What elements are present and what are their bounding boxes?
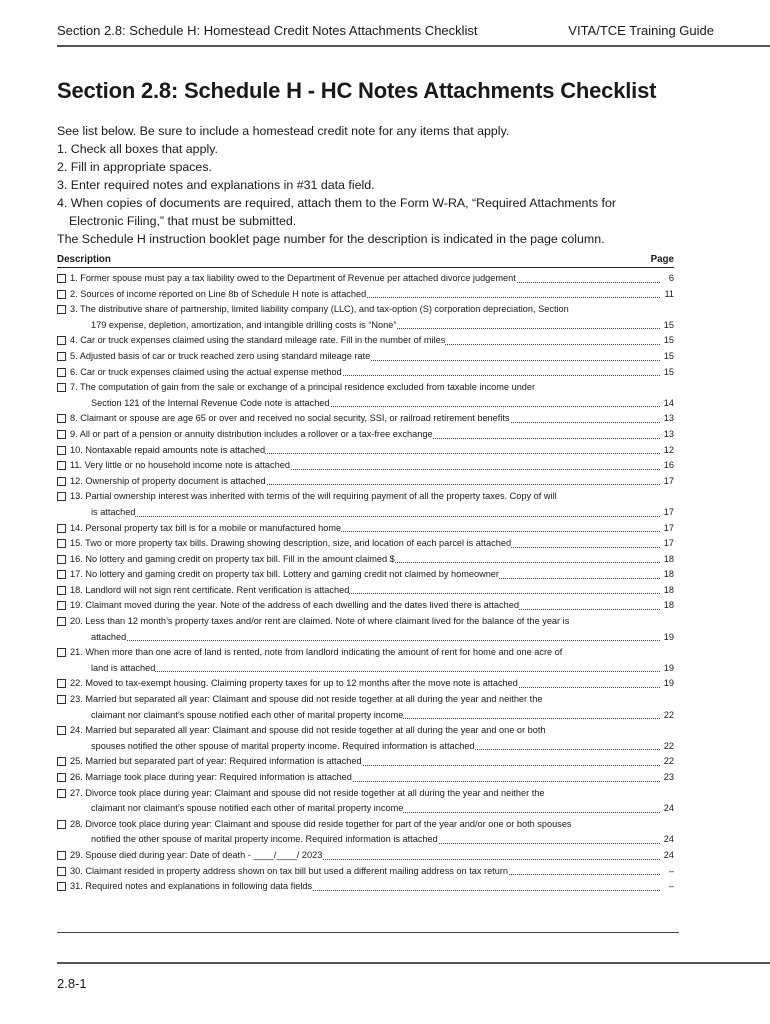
item-description: claimant nor claimant’s spouse notified each other of marital property income <box>57 803 403 813</box>
item-text-line <box>57 443 674 459</box>
dot-leader <box>57 640 660 641</box>
item-text-line <box>57 536 674 552</box>
item-description: Section 121 of the Internal Revenue Code note is attached <box>57 398 330 408</box>
checklist-item <box>57 349 674 365</box>
instruction-step-2: 2. Fill in appropriate spaces. <box>57 160 212 174</box>
checkbox[interactable] <box>57 352 66 361</box>
checkbox[interactable] <box>57 368 66 377</box>
checkbox[interactable] <box>57 773 66 782</box>
item-page-number: 14 <box>663 396 674 412</box>
checkbox[interactable] <box>57 679 66 688</box>
item-description: 17. No lottery and gaming credit on property tax bill. Lottery and gaming credit not claimed by homeowner <box>57 569 499 579</box>
description-column-label: Description <box>57 254 111 265</box>
item-description: 22. Moved to tax-exempt housing. Claiming property taxes for up to 12 months after the move note is attached <box>57 678 518 688</box>
checklist-item <box>57 786 674 817</box>
item-description: 20. Less than 12 month’s property taxes and/or rent are claimed. Note of where claimant lived for the balance of the year is <box>57 616 569 626</box>
item-text-line <box>57 598 674 614</box>
header-guide-title: VITA/TCE Training Guide <box>568 23 714 38</box>
checkbox[interactable] <box>57 446 66 455</box>
item-text-line <box>57 552 674 568</box>
checklist-item <box>57 411 674 427</box>
item-page-number: 15 <box>663 318 674 334</box>
checkbox[interactable] <box>57 477 66 486</box>
item-page-number: 18 <box>663 567 674 583</box>
page-column-label: Page <box>650 254 674 265</box>
item-text-line <box>57 879 674 895</box>
checklist-item <box>57 474 674 490</box>
checkbox[interactable] <box>57 430 66 439</box>
item-description: 27. Divorce took place during year: Claimant and spouse did not reside together at all during the year and neither the <box>57 788 544 798</box>
item-text-continuation <box>57 739 674 755</box>
item-page-number: 24 <box>663 848 674 864</box>
item-page-number: – <box>668 879 674 895</box>
item-text-line <box>57 567 674 583</box>
item-page-number: 22 <box>663 754 674 770</box>
checklist-item <box>57 552 674 568</box>
item-description: 2. Sources of income reported on Line 8b of Schedule H note is attached <box>57 289 366 299</box>
checkbox[interactable] <box>57 867 66 876</box>
item-text-line <box>57 302 674 318</box>
item-description: 14. Personal property tax bill is for a mobile or manufactured home <box>57 523 341 533</box>
checkbox[interactable] <box>57 336 66 345</box>
item-description: 1. Former spouse must pay a tax liability owed to the Department of Revenue per attached divorce judgement <box>57 273 516 283</box>
checkbox[interactable] <box>57 601 66 610</box>
item-page-number: 17 <box>663 474 674 490</box>
checklist-item <box>57 380 674 411</box>
checkbox[interactable] <box>57 383 66 392</box>
item-text-line <box>57 848 674 864</box>
intro-line: See list below. Be sure to include a homestead credit note for any items that apply. <box>57 124 510 138</box>
checklist-item <box>57 598 674 614</box>
item-page-number: 18 <box>663 598 674 614</box>
item-description: 13. Partial ownership interest was inherited with terms of the will requiring payment of all the property taxes. Copy of will <box>57 491 557 501</box>
item-text-continuation <box>57 318 674 334</box>
item-page-number: 13 <box>663 427 674 443</box>
item-description: 24. Married but separated all year: Claimant and spouse did not reside together at all during the year and one or both <box>57 725 546 735</box>
item-page-number: 19 <box>663 630 674 646</box>
checkbox[interactable] <box>57 274 66 283</box>
item-page-number: – <box>668 864 674 880</box>
checkbox[interactable] <box>57 570 66 579</box>
item-text-continuation <box>57 396 674 412</box>
item-text-line <box>57 287 674 303</box>
checklist-item <box>57 614 674 645</box>
item-text-continuation <box>57 505 674 521</box>
item-text-line <box>57 474 674 490</box>
item-text-line <box>57 583 674 599</box>
item-description: 5. Adjusted basis of car or truck reached zero using standard mileage rate <box>57 351 370 361</box>
checklist-item <box>57 536 674 552</box>
item-description: 9. All or part of a pension or annuity distribution includes a rollover or a tax-free exchange <box>57 429 433 439</box>
item-description: 30. Claimant resided in property address shown on tax bill but used a different mailing address on tax return <box>57 866 508 876</box>
checklist-item <box>57 333 674 349</box>
item-description: 6. Car or truck expenses claimed using the actual expense method <box>57 367 342 377</box>
item-description: 3. The distributive share of partnership, limited liability company (LLC), and tax-option (S) corporation depreciation, Section <box>57 304 569 314</box>
item-page-number: 17 <box>663 536 674 552</box>
dot-leader <box>57 516 660 517</box>
item-description: 29. Spouse died during year: Date of death - ____/____/ 2023 <box>57 850 322 860</box>
item-text-continuation <box>57 832 674 848</box>
item-text-line <box>57 333 674 349</box>
checklist-item <box>57 567 674 583</box>
item-page-number: 18 <box>663 583 674 599</box>
page-column-note: The Schedule H instruction booklet page number for the description is indicated in the page column. <box>57 232 605 246</box>
item-text-line <box>57 723 674 739</box>
item-page-number: 18 <box>663 552 674 568</box>
item-page-number: 13 <box>663 411 674 427</box>
item-page-number: 19 <box>663 676 674 692</box>
checklist-item <box>57 754 674 770</box>
item-text-continuation <box>57 661 674 677</box>
item-text-continuation <box>57 630 674 646</box>
checklist-item <box>57 817 674 848</box>
item-text-line <box>57 754 674 770</box>
item-text-line <box>57 770 674 786</box>
item-description: 31. Required notes and explanations in following data fields <box>57 881 312 891</box>
checklist-item <box>57 489 674 520</box>
item-description: 7. The computation of gain from the sale or exchange of a principal residence excluded from taxable income under <box>57 382 535 392</box>
item-page-number: 19 <box>663 661 674 677</box>
item-description: 10. Nontaxable repaid amounts note is attached <box>57 445 265 455</box>
checklist-item <box>57 864 674 880</box>
item-description: 179 expense, depletion, amortization, and intangible drilling costs is “None” <box>57 320 396 330</box>
item-description: 19. Claimant moved during the year. Note of the address of each dwelling and the dates lived there is attached <box>57 600 519 610</box>
item-page-number: 24 <box>663 801 674 817</box>
item-text-line <box>57 676 674 692</box>
checklist-item <box>57 287 674 303</box>
item-text-line <box>57 645 674 661</box>
item-description: 8. Claimant or spouse are age 65 or over and received no social security, SSI, or railroad retirement benefits <box>57 413 510 423</box>
header-rule <box>57 45 770 47</box>
item-text-line <box>57 786 674 802</box>
item-description: claimant nor claimant’s spouse notified each other of marital property income <box>57 710 403 720</box>
item-text-line <box>57 817 674 833</box>
checklist <box>57 271 674 895</box>
item-page-number: 17 <box>663 521 674 537</box>
checkbox[interactable] <box>57 539 66 548</box>
item-text-line <box>57 380 674 396</box>
item-page-number: 16 <box>663 458 674 474</box>
item-description: notified the other spouse of marital property income. Required information is attached <box>57 834 438 844</box>
checkbox[interactable] <box>57 555 66 564</box>
item-page-number: 11 <box>663 287 674 303</box>
item-text-continuation <box>57 708 674 724</box>
item-description: 25. Married but separated part of year: Required information is attached <box>57 756 362 766</box>
checklist-item <box>57 365 674 381</box>
checklist-item <box>57 521 674 537</box>
item-page-number: 15 <box>663 349 674 365</box>
item-text-line <box>57 521 674 537</box>
item-text-line <box>57 458 674 474</box>
checklist-item <box>57 271 674 287</box>
item-text-continuation <box>57 801 674 817</box>
footer-rule <box>57 962 770 964</box>
checklist-item <box>57 848 674 864</box>
item-text-line <box>57 692 674 708</box>
instruction-step-4-cont: Electronic Filing,” that must be submitted. <box>69 214 297 228</box>
item-description: 18. Landlord will not sign rent certificate. Rent verification is attached <box>57 585 349 595</box>
instruction-step-4: 4. When copies of documents are required, attach them to the Form W-RA, “Required Attachments for <box>57 196 616 210</box>
checklist-item <box>57 879 674 895</box>
item-text-line <box>57 489 674 505</box>
checklist-item <box>57 583 674 599</box>
page-number: 2.8-1 <box>57 976 87 991</box>
checkbox[interactable] <box>57 414 66 423</box>
page-title: Section 2.8: Schedule H - HC Notes Attachments Checklist <box>57 78 657 103</box>
end-rule <box>57 932 679 933</box>
checkbox[interactable] <box>57 524 66 533</box>
item-page-number: 22 <box>663 708 674 724</box>
item-description: 12. Ownership of property document is attached <box>57 476 266 486</box>
item-text-line <box>57 864 674 880</box>
item-description: 28. Divorce took place during year: Claimant and spouse did reside together for part of the year and/or one or both spouses <box>57 819 572 829</box>
item-description: 11. Very little or no household income note is attached <box>57 460 290 470</box>
item-page-number: 24 <box>663 832 674 848</box>
item-page-number: 6 <box>668 271 674 287</box>
checkbox[interactable] <box>57 789 66 798</box>
checklist-item <box>57 770 674 786</box>
checkbox[interactable] <box>57 461 66 470</box>
item-description: attached <box>57 632 126 642</box>
checklist-item <box>57 692 674 723</box>
item-description: land is attached <box>57 663 155 673</box>
item-page-number: 17 <box>663 505 674 521</box>
item-description: 26. Marriage took place during year: Required information is attached <box>57 772 352 782</box>
checkbox[interactable] <box>57 617 66 626</box>
intro-instructions <box>57 122 697 248</box>
checklist-item <box>57 443 674 459</box>
checkbox[interactable] <box>57 305 66 314</box>
checklist-item <box>57 458 674 474</box>
item-page-number: 12 <box>663 443 674 459</box>
checklist-item <box>57 676 674 692</box>
item-text-line <box>57 349 674 365</box>
checklist-item <box>57 427 674 443</box>
checkbox[interactable] <box>57 726 66 735</box>
item-text-line <box>57 271 674 287</box>
item-description: is attached <box>57 507 135 517</box>
checkbox[interactable] <box>57 492 66 501</box>
instruction-step-3: 3. Enter required notes and explanations in #31 data field. <box>57 178 375 192</box>
checkbox[interactable] <box>57 851 66 860</box>
checklist-item <box>57 723 674 754</box>
item-text-line <box>57 427 674 443</box>
item-page-number: 15 <box>663 333 674 349</box>
item-page-number: 22 <box>663 739 674 755</box>
item-page-number: 23 <box>663 770 674 786</box>
column-header <box>57 254 674 268</box>
item-page-number: 15 <box>663 365 674 381</box>
item-text-line <box>57 365 674 381</box>
item-text-line <box>57 614 674 630</box>
checkbox[interactable] <box>57 586 66 595</box>
checkbox[interactable] <box>57 648 66 657</box>
item-description: 21. When more than one acre of land is rented, note from landlord indicating the amount of rent for home and one acre of <box>57 647 562 657</box>
checkbox[interactable] <box>57 290 66 299</box>
item-description: spouses notified the other spouse of marital property income. Required information is attached <box>57 741 475 751</box>
checkbox[interactable] <box>57 820 66 829</box>
checkbox[interactable] <box>57 695 66 704</box>
item-description: 15. Two or more property tax bills. Drawing showing description, size, and location of each parcel is attached <box>57 538 511 548</box>
header-section-title: Section 2.8: Schedule H: Homestead Credit Notes Attachments Checklist <box>57 23 478 38</box>
item-description: 16. No lottery and gaming credit on property tax bill. Fill in the amount claimed $ <box>57 554 395 564</box>
checklist-item <box>57 645 674 676</box>
item-description: 23. Married but separated all year: Claimant and spouse did not reside together at all during the year and neither the <box>57 694 542 704</box>
item-text-line <box>57 411 674 427</box>
checklist-item <box>57 302 674 333</box>
item-description: 4. Car or truck expenses claimed using the standard mileage rate. Fill in the number of miles <box>57 335 445 345</box>
running-header <box>57 23 714 41</box>
checkbox[interactable] <box>57 882 66 891</box>
instruction-step-1: 1. Check all boxes that apply. <box>57 142 218 156</box>
checkbox[interactable] <box>57 757 66 766</box>
